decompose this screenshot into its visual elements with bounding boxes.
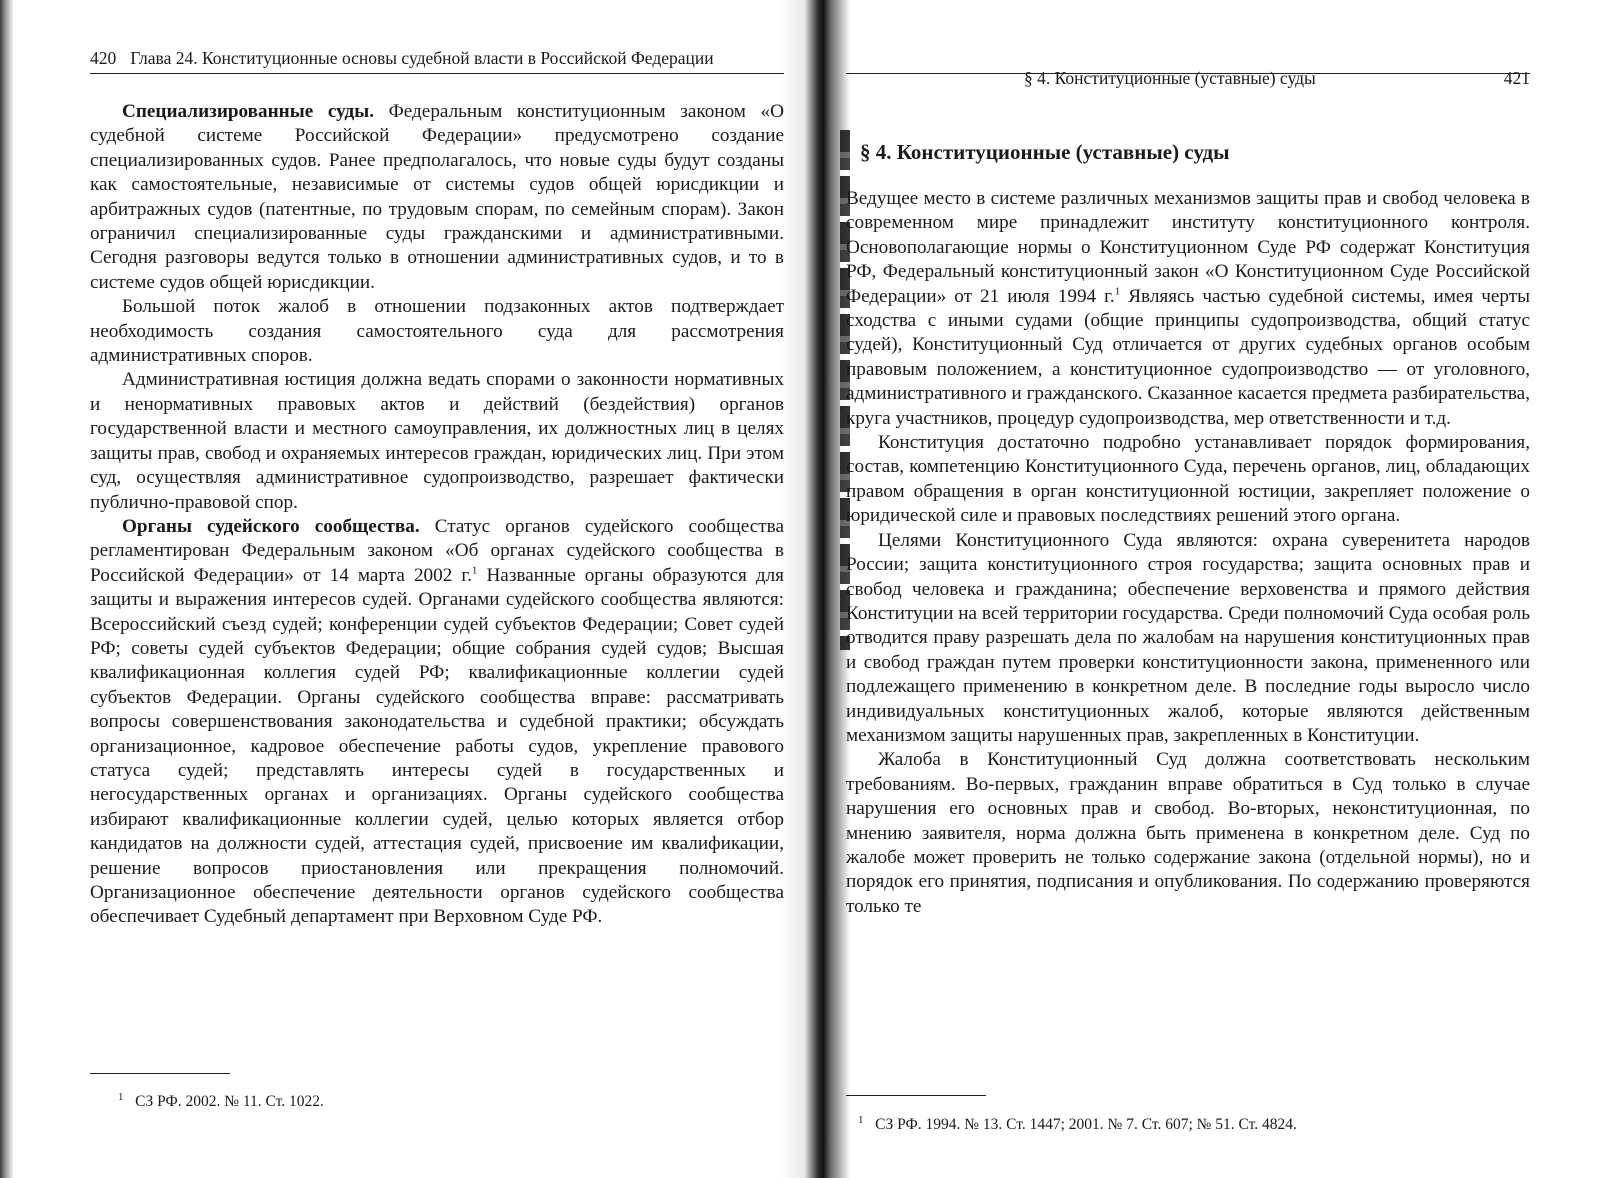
footnote-text: СЗ РФ. 1994. № 13. Ст. 1447; 2001. № 7. Ст. 607; № 51. Ст. 4824. xyxy=(875,1116,1297,1133)
paragraph xyxy=(90,100,784,295)
paragraph: Большой поток жалоб в отношении подзаконных актов подтверждает необходимость создания самостоятельного суда для рассмотрения административных споров. xyxy=(90,296,784,367)
right-head-rule xyxy=(846,73,1530,74)
right-page xyxy=(846,0,1530,1178)
paragraph-text: Являясь частью судебной системы, имея черты сходства с иными судами (общие принципы судопроизводства, общий статус судей), Конституционный Суд отличается от других судебных органов особым правовым положением, а конституционное судопроизводство — от уголовного, административного и гражданского. Сказанное касается предмета разбирательства, круга участников, процедур судопроизводства, мер ответственности и т.д. xyxy=(846,285,1531,429)
right-footnote-rule xyxy=(846,1095,986,1096)
right-footnote xyxy=(858,1113,1297,1134)
paragraph-heading: Органы судейского сообщества. xyxy=(122,515,420,537)
paragraph-text: Статус органов судейского сообщества регламентирован Федеральным законом «Об органах судейского сообщества в Российской Федерации» от 14 марта 2002 г. xyxy=(90,515,784,586)
left-body-text xyxy=(90,100,784,930)
footnote-text: СЗ РФ. 2002. № 11. Ст. 1022. xyxy=(135,1093,324,1110)
paragraph-text: Названные органы образуются для защиты и выражения интересов судей. Органами судейского сообщества являются: Всероссийский съезд судей; конференции судей субъектов Федерации; Совет судей РФ; советы судей субъектов Федерации; общие собрания судей судов; Высшая квалификационная коллегия судей РФ; квалификационные коллегии судей субъектов Федерации. Органы судейского сообщества вправе: рассматривать вопросы совершенствования законодательства и судебной практики; обсуждать организационное, кадровое обеспечение работы судов, укрепление правового статуса судей; представлять интересы судей в государственных и негосударственных органах и организациях. Органы судейского сообщества избирают квалификационные коллегии судей, целью которых является отбор кандидатов на должности судей, аттестация судей, присвоение им квалификации, решение вопросов приостановления или прекращения полномочий. Организационное обеспечение деятельности органов судейского сообщества обеспечивает Судебный департамент при Верховном Суде РФ. xyxy=(90,564,784,928)
left-head-rule xyxy=(90,73,784,74)
left-footnote-rule xyxy=(90,1073,230,1074)
footnote-number: 1 xyxy=(118,1090,124,1103)
left-page xyxy=(60,0,785,1178)
paragraph-text: Ведущее место в системе различных механизмов защиты прав и свобод человека в современном мире принадлежит институту конституционного контроля. Основополагающие нормы о Конституционном Суде РФ содержат Конституция РФ, Федеральный конституционный закон «О Конституционном Суде Российской Федерации» от 21 июля 1994 г. xyxy=(846,188,1530,307)
left-running-head xyxy=(90,48,772,69)
paragraph: Конституция достаточно подробно устанавливает порядок формирования, состав, компетенцию Конституционного Суда, перечень органов, лиц, обладающих правом обращения в орган конституционной юстиции, закрепляет положение о юридической силе и правовых последствиях решений этого органа. xyxy=(846,432,1530,527)
left-page-number: 420 xyxy=(90,48,117,68)
section-title: § 4. Конституционные (уставные) суды xyxy=(860,140,1230,164)
footnote-mark: 1 xyxy=(1114,285,1121,298)
right-body-text xyxy=(846,187,1530,919)
paragraph-text: Федеральным конституционным законом «О судебной системе Российской Федерации» предусмотрено создание специализированных судов. Ранее предполагалось, что новые суды будут созданы как самостоятельные, независимые от системы судов общей юрисдикции и арбитражных судов (патентные, по трудовым спорам, по семейным спорам). Закон ограничил специализированные суды гражданскими и административными. Сегодня разговоры ведутся только в отношении административных судов, и то в системе судов общей юрисдикции. xyxy=(90,101,785,293)
left-footnote xyxy=(118,1090,324,1111)
right-page-number: 421 xyxy=(1503,68,1530,88)
footnote-mark: 1 xyxy=(471,564,478,577)
paragraph: Жалоба в Конституционный Суд должна соответствовать нескольким требованиям. Во-первых, гражданин вправе обратиться в Суд только в случае нарушения его основных прав и свобод. Во-вторых, неконституционная, по мнению заявителя, норма должна быть применена в конкретном деле. Суд по жалобе может проверить не только содержание закона (отдельной нормы), но и порядок его принятия, подписания и опубликования. По содержанию проверяются только те xyxy=(846,749,1530,917)
paragraph: Целями Конституционного Суда являются: охрана суверенитета народов России; защита конституционного строя государства; защита основных прав и свобод человека и гражданина; обеспечение верховенства и прямого действия Конституции на всей территории государства. Среди полномочий Суда особая роль отводится праву разрешать дела по жалобам на нарушения конституционных прав и свобод граждан путем проверки конституционности закона, примененного или подлежащего применению в конкретном деле. В последние годы выросло число индивидуальных конституционных жалоб, которые являются действенным механизмом защиты нарушенных прав, закрепленных в Конституции. xyxy=(846,529,1530,746)
footnote-number: 1 xyxy=(858,1113,864,1126)
paragraph: Административная юстиция должна ведать спорами о законности нормативных и ненормативных правовых актов и действий (бездействия) органов государственной власти и местного самоуправления, их должностных лиц в целях защиты прав, свобод и охраняемых интересов граждан, юридических лиц. При этом суд, осуществляя административное судопроизводство, разрешает фактически публично-правовой спор. xyxy=(90,369,784,513)
paragraph-heading: Специализированные суды. xyxy=(122,101,374,122)
paragraph xyxy=(90,515,784,930)
left-running-head-title: Глава 24. Конституционные основы судебной власти в Российской Федерации xyxy=(130,48,714,68)
left-edge-shadow xyxy=(0,0,14,1178)
right-running-head-title: § 4. Конституционные (уставные) суды xyxy=(1024,68,1316,88)
paragraph xyxy=(846,187,1530,431)
